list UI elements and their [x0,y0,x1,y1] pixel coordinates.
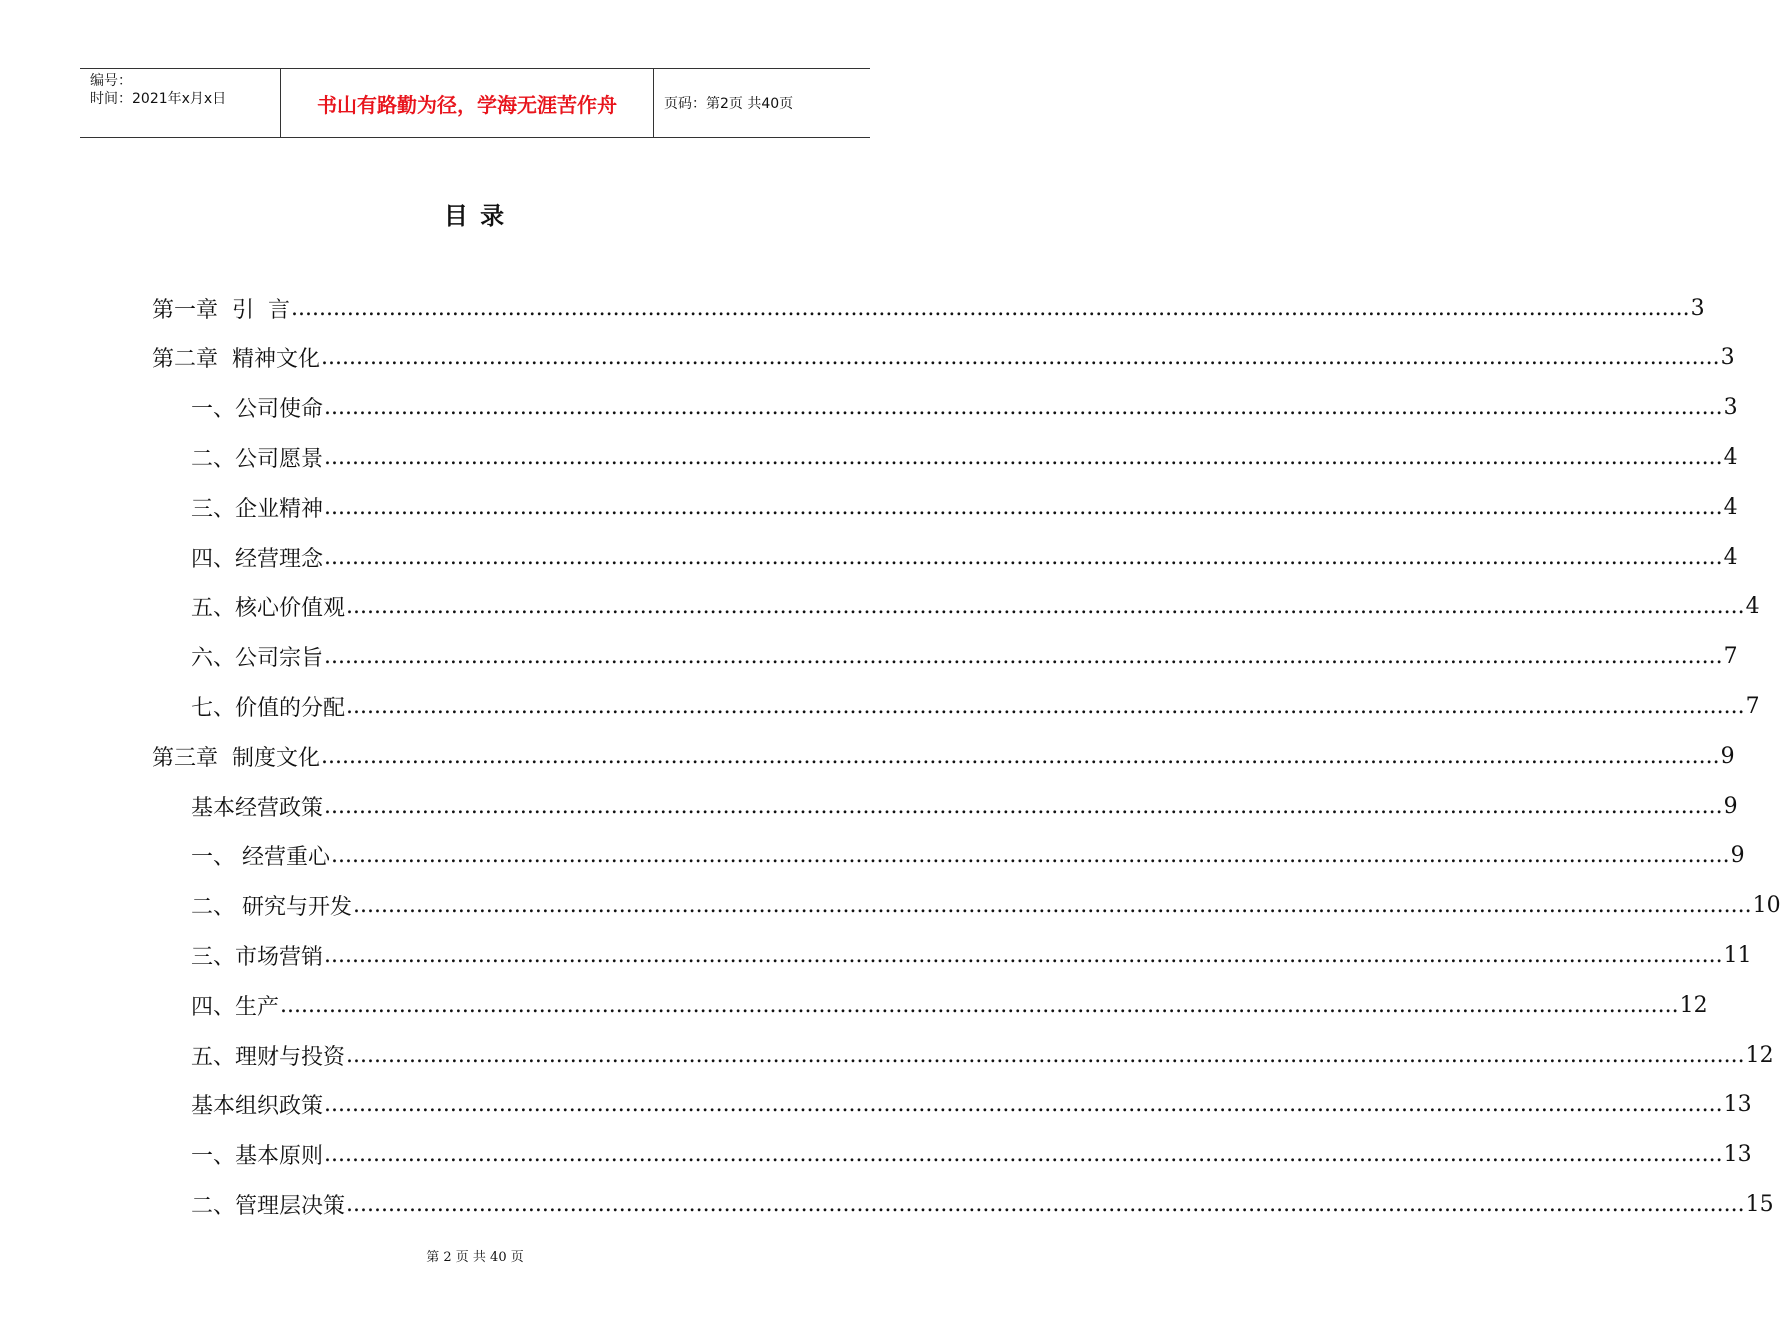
toc-entry-label: 三、企业精神 [191,496,324,522]
toc-entry-page: 7 [1723,644,1738,670]
page-title: 目 录 [443,202,507,230]
toc-entry-page: 9 [1720,743,1735,769]
toc-dot-leader: ........................................................................................................................................................................................................ [346,693,1745,719]
toc-entry-label: 二、管理层决策 [191,1193,346,1219]
toc-entry[interactable] [152,283,1705,333]
toc-entry[interactable] [191,930,1752,980]
toc-entry-label: 二、 研究与开发 [191,895,352,921]
toc-entry-page: 11 [1723,942,1752,968]
header-meta [80,69,280,137]
header-motto: 书山有路勤为径，学海无涯苦作舟 [280,69,654,137]
toc-entry-page: 15 [1745,1191,1774,1217]
toc-entry-page: 3 [1723,395,1738,421]
toc-entry[interactable] [152,731,1735,781]
toc-entry-label: 基本经营政策 [191,795,324,821]
toc-entry-label: 一、基本原则 [191,1144,324,1170]
header-page-info: 页码：第2页 共40页 [664,96,794,112]
toc-entry[interactable] [191,383,1738,433]
toc-entry-page: 3 [1720,345,1735,371]
toc-dot-leader: ........................................................................................................................................................................................................ [290,295,1690,321]
toc-dot-leader: ........................................................................................................................................................................................................ [346,1191,1745,1217]
toc-entry-page: 13 [1723,1092,1752,1118]
toc-entry[interactable] [191,1130,1752,1180]
toc-entry-page: 10 [1752,893,1781,919]
toc-entry-page: 3 [1690,295,1705,321]
toc-entry[interactable] [191,1030,1774,1080]
toc-entry[interactable] [191,781,1738,831]
toc-entry[interactable] [191,831,1745,881]
toc-dot-leader: ........................................................................................................................................................................................................ [346,594,1745,620]
toc-entry[interactable] [191,582,1760,632]
time-label: 时间：2021年x月x日 [90,91,227,107]
toc-dot-leader: ........................................................................................................................................................................................................ [346,1042,1745,1068]
toc-entry-page: 7 [1745,693,1760,719]
toc-entry-page: 13 [1723,1142,1752,1168]
toc-dot-leader: ........................................................................................................................................................................................................ [321,743,1720,769]
toc-entry[interactable] [191,532,1738,582]
toc-entry-label: 五、理财与投资 [191,1044,346,1070]
toc-entry-label: 二、公司愿景 [191,446,324,472]
toc-entry-page: 4 [1745,594,1760,620]
toc-entry[interactable] [152,333,1735,383]
toc-dot-leader: ........................................................................................................................................................................................................ [324,494,1723,520]
toc-entry[interactable] [191,1179,1774,1229]
toc-entry-page: 9 [1730,843,1745,869]
toc-entry-label: 基本组织政策 [191,1094,324,1120]
toc-entry[interactable] [191,681,1760,731]
toc-entry-page: 9 [1723,793,1738,819]
toc-entry-label: 四、生产 [191,994,280,1020]
toc-dot-leader: ........................................................................................................................................................................................................ [324,942,1723,968]
toc-entry-label: 第三章 制度文化 [152,745,320,771]
toc-dot-leader: ........................................................................................................................................................................................................ [324,793,1723,819]
page-footer: 第 2 页 共 40 页 [426,1250,524,1265]
toc-entry-page: 4 [1723,444,1738,470]
toc-dot-leader: ........................................................................................................................................................................................................ [353,893,1752,919]
toc-entry-label: 七、价值的分配 [191,695,346,721]
toc-entry[interactable] [191,881,1781,931]
toc-entry-page: 12 [1745,1042,1774,1068]
toc-entry-label: 四、经营理念 [191,546,324,572]
toc-entry-page: 12 [1679,992,1708,1018]
toc-entry[interactable] [191,1080,1752,1130]
toc-entry[interactable] [191,632,1738,682]
toc-entry-page: 4 [1723,544,1738,570]
toc-dot-leader: ........................................................................................................................................................................................................ [280,992,1679,1018]
toc-entry-page: 4 [1723,494,1738,520]
toc-dot-leader: ........................................................................................................................................................................................................ [324,1142,1723,1168]
toc-dot-leader: ........................................................................................................................................................................................................ [324,544,1723,570]
toc-entry-label: 一、 经营重心 [191,845,330,871]
toc-dot-leader: ........................................................................................................................................................................................................ [324,395,1723,421]
toc-dot-leader: ........................................................................................................................................................................................................ [324,444,1723,470]
toc-dot-leader: ........................................................................................................................................................................................................ [324,644,1723,670]
page-header [80,68,870,138]
toc-entry-label: 三、市场营销 [191,944,324,970]
toc-entry-label: 第一章 引 言 [152,297,290,323]
toc-entry[interactable] [191,980,1708,1030]
toc-entry-label: 第二章 精神文化 [152,347,320,373]
toc-entry[interactable] [191,432,1738,482]
toc-entry-label: 五、核心价值观 [191,596,346,622]
number-label: 编号： [90,73,132,89]
toc-dot-leader: ........................................................................................................................................................................................................ [331,843,1730,869]
toc-dot-leader: ........................................................................................................................................................................................................ [321,345,1720,371]
toc-entry-label: 一、公司使命 [191,397,324,423]
toc-entry[interactable] [191,482,1738,532]
toc-dot-leader: ........................................................................................................................................................................................................ [324,1092,1723,1118]
toc-entry-label: 六、公司宗旨 [191,646,324,672]
